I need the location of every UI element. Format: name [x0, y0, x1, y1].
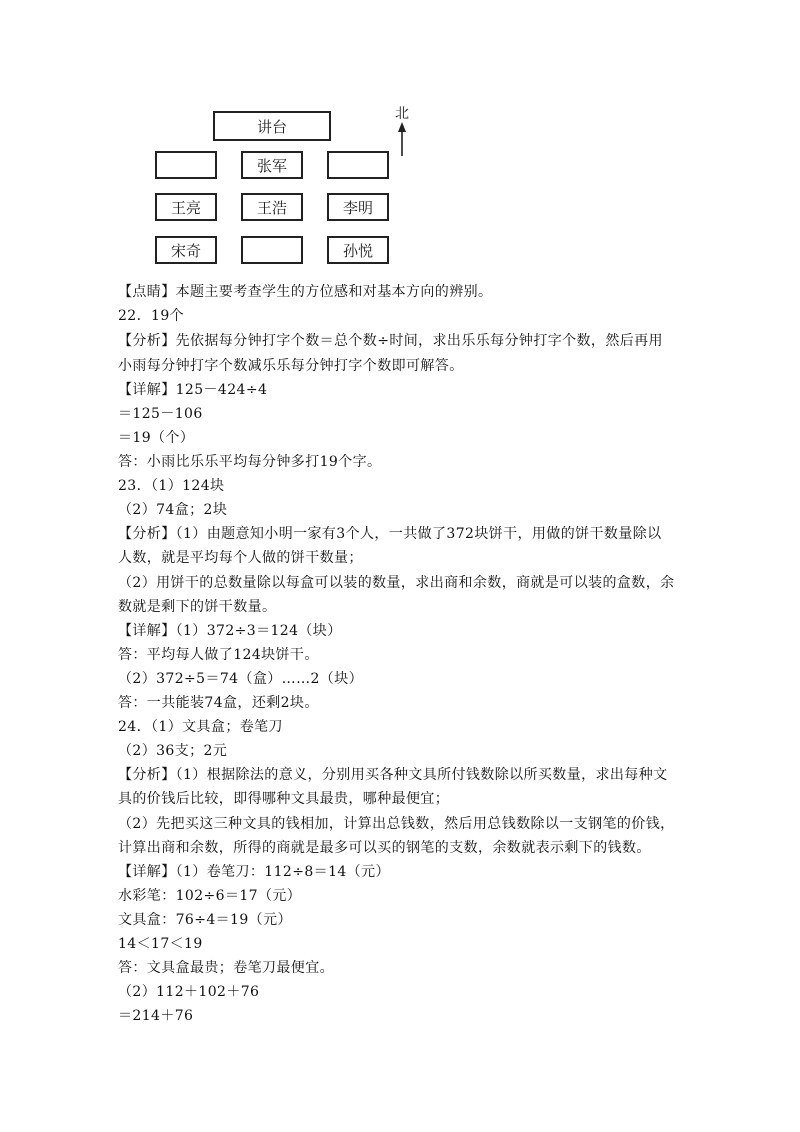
text-line: （2）用饼干的总数量除以每盒可以装的数量，求出商和余数，商就是可以装的盒数，余	[118, 575, 675, 591]
text-line: ＝214＋76	[118, 1008, 194, 1024]
text-line: 计算出商和余数，所得的商就是最多可以买的钢笔的支数，余数就表示剩下的钱数。	[118, 840, 651, 856]
text-line: 人数，就是平均每个人做的饼干数量；	[118, 550, 363, 566]
seat-row3-col3: 孙悦	[327, 236, 389, 264]
seat-row2-col2: 王浩	[241, 193, 303, 221]
text-line: 小雨每分钟打字个数减乐乐每分钟打字个数即可解答。	[118, 358, 464, 374]
text-line: 14＜17＜19	[118, 936, 203, 952]
text-line: （2）112＋102＋76	[118, 984, 260, 1000]
seat-row2-col3: 李明	[327, 193, 389, 221]
text-line: （2）先把买这三种文具的钱相加，计算出总钱数，然后用总钱数除以一支钢笔的价钱，	[118, 816, 675, 832]
text-line: （2）74盒；2块	[118, 502, 228, 518]
text-line: ＝125－106	[118, 406, 203, 422]
seat-row1-col2: 张军	[241, 151, 303, 179]
text-line: 答：平均每人做了124块饼干。	[118, 647, 319, 663]
text-line: 文具盒：76÷4＝19（元）	[118, 912, 292, 928]
seat-row3-col1: 宋奇	[155, 236, 217, 264]
text-line: 水彩笔：102÷6＝17（元）	[118, 888, 302, 904]
text-line: 具的价钱后比较，即得哪种文具最贵，哪种最便宜；	[118, 791, 450, 807]
text-line: 【详解】125－424÷4	[118, 382, 268, 398]
seat-row3-col2	[241, 236, 303, 264]
text-line: 答：文具盒最贵；卷笔刀最便宜。	[118, 960, 334, 976]
seat-row2-col1: 王亮	[155, 193, 217, 221]
text-line: 答：小雨比乐乐平均每分钟多打19个字。	[118, 454, 382, 470]
text-line: 数就是剩下的饼干数量。	[118, 599, 277, 615]
text-line: 【分析】先依据每分钟打字个数＝总个数÷时间，求出乐乐每分钟打字个数，然后再用	[118, 333, 663, 349]
seat-row1-col3	[327, 151, 389, 179]
seat-row1-col1	[155, 151, 217, 179]
text-line: 23．（1）124块	[118, 478, 225, 494]
text-line: 答：一共能装74盒，还剩2块。	[118, 695, 319, 711]
text-line: （2）372÷5＝74（盒）……2（块）	[118, 671, 363, 687]
north-arrow-icon	[392, 106, 416, 158]
text-line: 24．（1）文具盒；卷笔刀	[118, 719, 283, 735]
text-line: ＝19（个）	[118, 430, 195, 446]
text-line: 【详解】（1）372÷3＝124（块）	[118, 623, 342, 639]
text-line: 【分析】（1）由题意知小明一家有3个人，一共做了372块饼干，用做的饼干数量除以	[118, 526, 662, 542]
north-label: 北	[395, 106, 409, 122]
text-line: （2）36支；2元	[118, 743, 228, 759]
text-line: 【分析】（1）根据除法的意义，分别用买各种文具所付钱数除以所买数量，求出每种文	[118, 767, 668, 783]
text-line: 【点睛】本题主要考查学生的方位感和对基本方向的辨别。	[118, 284, 493, 300]
text-line: 22．19个	[118, 308, 185, 324]
text-line: 【详解】（1）卷笔刀：112÷8＝14（元）	[118, 864, 390, 880]
podium-box: 讲台	[213, 111, 331, 141]
